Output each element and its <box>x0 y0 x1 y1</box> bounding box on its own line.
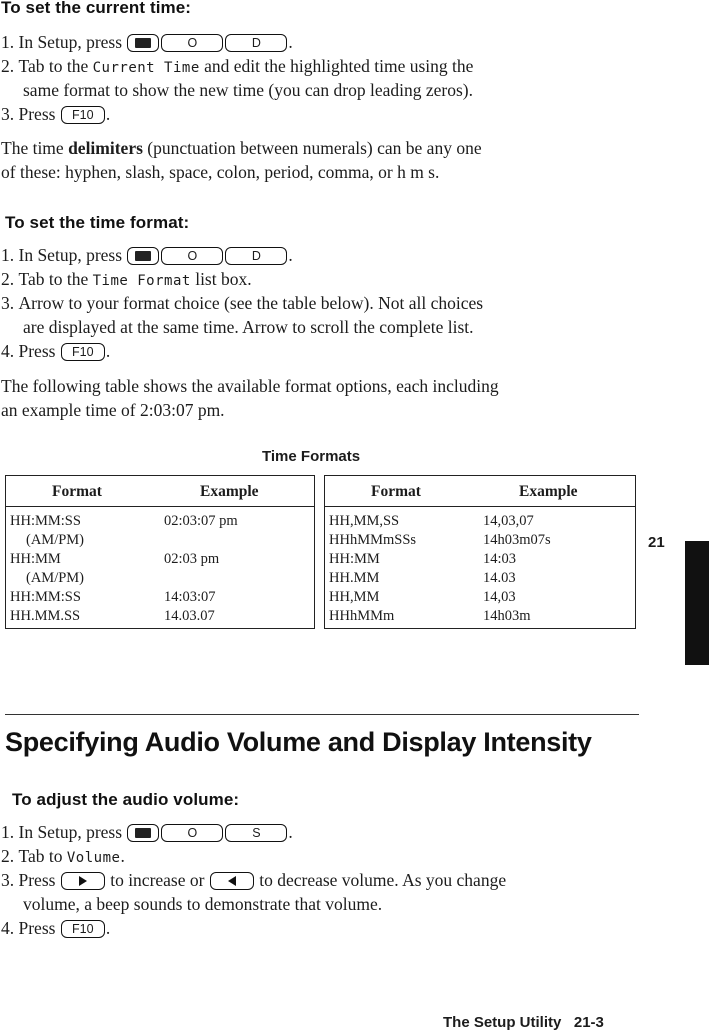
table-cell: HH,MM,SS <box>329 513 400 529</box>
table-cell: 14,03,07 <box>483 513 534 529</box>
key-d: D <box>225 34 287 52</box>
running-footer <box>443 1014 604 1031</box>
table-cell: 14.03.07 <box>164 608 215 624</box>
key-s: S <box>225 824 287 842</box>
table-cell: 14:03 <box>483 551 517 567</box>
step-3: 3. Press to increase or to decrease volume. As you change <box>1 870 507 890</box>
section-title-audio-display: Specifying Audio Volume and Display Intensity <box>5 727 592 757</box>
table-cell: 14h03m07s <box>483 532 551 548</box>
step-2: 2. Tab to the Current Time and edit the highlighted time using the <box>1 56 474 76</box>
table-cell: HH.MM <box>329 570 380 586</box>
column-header-format: Format <box>52 483 102 500</box>
current-time-field-name: Current Time <box>92 60 200 76</box>
step-3: 3. Arrow to your format choice (see the table below). Not all choices <box>1 293 484 313</box>
step-2: 2. Tab to Volume. <box>1 846 125 866</box>
column-header-example: Example <box>519 483 578 500</box>
step-3-continued: are displayed at the same time. Arrow to scroll the complete list. <box>23 317 474 337</box>
section-heading-time-format: To set the time format: <box>5 213 190 232</box>
time-format-field-name: Time Format <box>92 273 191 289</box>
table-cell: HH:MM:SS <box>10 513 81 529</box>
footer-title: The Setup Utility <box>443 1014 562 1031</box>
table-cell: 14,03 <box>483 589 516 605</box>
table-header <box>6 476 314 507</box>
table-cell: HH:MM:SS <box>10 589 81 605</box>
menu-key-icon <box>127 824 159 842</box>
table-cell: HH:MM <box>10 551 61 567</box>
table-cell: 14.03 <box>483 570 516 586</box>
table-cell: HH,MM <box>329 589 380 605</box>
page-number: 21-3 <box>573 1014 604 1031</box>
step-text: In Setup, press <box>18 32 123 52</box>
menu-key-icon <box>127 34 159 52</box>
key-o: O <box>161 247 223 265</box>
step-2-continued: same format to show the new time (you can drop leading zeros). <box>23 80 474 100</box>
section-heading-current-time: To set the current time: <box>1 0 192 17</box>
chapter-tab-number: 21 <box>648 534 665 551</box>
key-o: O <box>161 824 223 842</box>
column-header-format: Format <box>371 483 421 500</box>
table-cell: (AM/PM) <box>26 570 85 586</box>
table-cell: HH.MM.SS <box>10 608 81 624</box>
step-3: 3. Press F10 . <box>1 104 111 124</box>
right-arrow-key-icon <box>61 872 105 890</box>
table-cell: 14:03:07 <box>164 589 216 605</box>
volume-field-name: Volume <box>66 850 121 866</box>
step-4: 4. Press F10 . <box>1 918 111 938</box>
step-3-continued: volume, a beep sounds to demonstrate that volume. <box>23 894 383 914</box>
table-cell: (AM/PM) <box>26 532 85 548</box>
table-cell: HHhMMm <box>329 608 395 624</box>
table-header <box>325 476 635 507</box>
paragraph-delimiters-line1: The time delimiters (punctuation between numerals) can be any one <box>1 138 482 158</box>
section-divider <box>5 714 639 715</box>
left-arrow-key-icon <box>210 872 254 890</box>
table-cell: HHhMMmSSs <box>329 532 417 548</box>
step-number: 1. <box>1 32 15 52</box>
time-formats-table-left <box>5 475 315 629</box>
paragraph-table-intro-line2: an example time of 2:03:07 pm. <box>1 400 225 420</box>
key-f10: F10 <box>61 106 105 124</box>
key-d: D <box>225 247 287 265</box>
key-o: O <box>161 34 223 52</box>
table-cell: 02:03:07 pm <box>164 513 238 529</box>
paragraph-delimiters-line2: of these: hyphen, slash, space, colon, period, comma, or h m s. <box>1 162 440 182</box>
key-f10: F10 <box>61 920 105 938</box>
table-title: Time Formats <box>262 448 361 465</box>
column-header-example: Example <box>200 483 259 500</box>
step-4: 4. Press F10 . <box>1 341 111 361</box>
step-1: 1. In Setup, press O D . <box>1 245 293 265</box>
step-2: 2. Tab to the Time Format list box. <box>1 269 252 289</box>
table-cell: HH:MM <box>329 551 380 567</box>
chapter-thumb-tab <box>685 541 709 665</box>
menu-key-icon <box>127 247 159 265</box>
paragraph-table-intro-line1: The following table shows the available format options, each including <box>1 376 499 396</box>
step-1: 1. In Setup, press O D . <box>1 32 293 52</box>
step-1: 1. In Setup, press O S . <box>1 822 293 842</box>
key-f10: F10 <box>61 343 105 361</box>
table-cell: 14h03m <box>483 608 531 624</box>
time-formats-table-right <box>324 475 636 629</box>
table-cell: 02:03 pm <box>164 551 220 567</box>
section-heading-audio-volume: To adjust the audio volume: <box>12 790 240 809</box>
term-delimiters: delimiters <box>68 138 143 158</box>
